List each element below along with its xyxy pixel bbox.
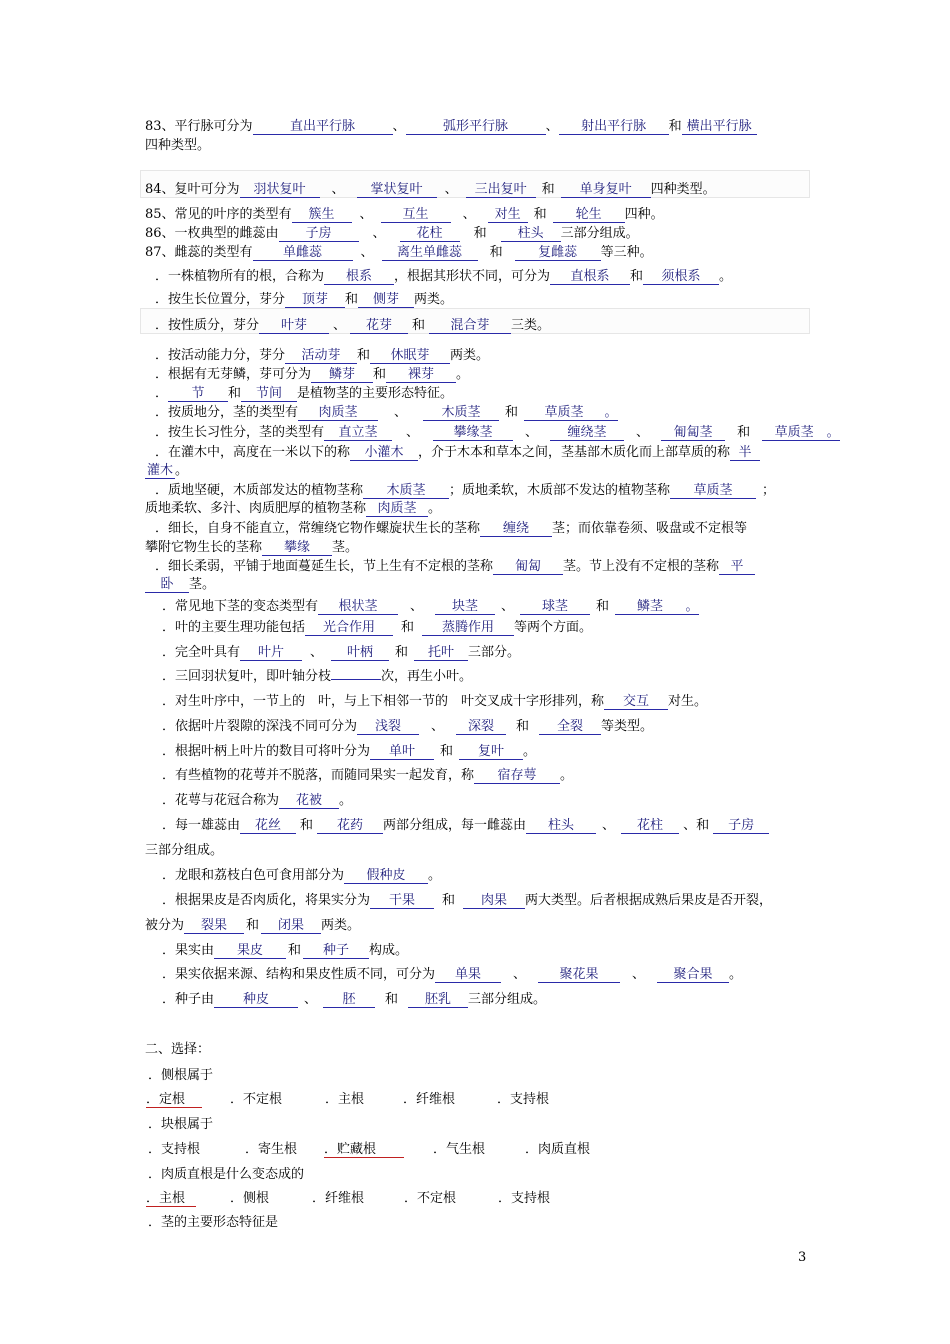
q109-sep-1: 和 <box>300 818 314 833</box>
q100-sep-2: 、 <box>501 599 515 614</box>
q83-answer-4: 横出平行脉 <box>682 119 757 135</box>
question-100 <box>162 599 699 615</box>
question-96-line2 <box>145 463 188 479</box>
q85-sep-1: 、 <box>359 207 373 222</box>
mc3-question: ．肉质直根是什么变态成的 <box>148 1167 305 1182</box>
q89-sep-1: 和 <box>345 292 359 307</box>
q102-answer-2: 叶柄 <box>331 645 389 661</box>
q90-answer-1: 叶芽 <box>259 318 329 334</box>
question-95 <box>155 425 840 441</box>
q85-sep-2: 、 <box>462 207 476 222</box>
q88-answer-2: 直根系 <box>550 269 630 285</box>
q96-answer-2-part1: 半 <box>730 445 760 461</box>
q113-answer-1: 单果 <box>435 967 501 983</box>
question-109 <box>162 818 769 834</box>
question-109-line2: 三部分组成。 <box>145 843 224 858</box>
q84-post: 四种类型。 <box>650 182 716 197</box>
q113-post: 。 <box>729 967 743 982</box>
q108-text: ．花萼与花冠合称为 <box>162 793 280 808</box>
q111-post: 两类。 <box>321 918 361 933</box>
q94-sep-2: 和 <box>505 405 519 420</box>
q109-sep-3: 、 <box>602 818 616 833</box>
q110-answer-1: 假种皮 <box>344 868 428 884</box>
q86-answer-3: 柱头 <box>501 226 561 242</box>
question-97-line2 <box>145 501 441 517</box>
q104-answer-1: 交互 <box>604 694 668 710</box>
q95-sep-2: 、 <box>525 425 539 440</box>
q85-answer-3: 对生 <box>488 207 528 223</box>
question-88 <box>155 269 732 285</box>
question-99 <box>155 559 755 575</box>
question-91 <box>155 348 489 364</box>
question-83 <box>145 119 757 135</box>
question-99-line2 <box>145 577 215 593</box>
q98-answer-2: 攀缘 <box>262 540 332 556</box>
q106-answer-2: 复叶 <box>459 744 523 760</box>
mc1-option-a-text: ．定根 <box>146 1092 202 1108</box>
q86-sep-2: 和 <box>473 226 487 241</box>
q85-text: 85、常见的叶序的类型有 <box>145 207 292 222</box>
q112-text: ．果实由 <box>162 943 215 958</box>
q105-post: 等类型。 <box>601 719 654 734</box>
q85-sep-3: 和 <box>533 207 547 222</box>
q84-sep-1: 、 <box>331 182 345 197</box>
q87-post: 等三种。 <box>600 245 653 260</box>
q96-post: 。 <box>175 463 189 478</box>
q88-post: 。 <box>719 269 733 284</box>
q87-answer-1: 单雌蕊 <box>253 245 353 261</box>
q104-post: 对生。 <box>668 694 708 709</box>
question-84 <box>145 182 716 198</box>
q105-answer-2: 深裂 <box>456 719 506 735</box>
q90-answer-3: 混合芽 <box>429 318 511 334</box>
q95-answer-2: 攀缘茎 <box>433 425 513 441</box>
question-113 <box>162 967 742 983</box>
q92-answer-1: 鳞芽 <box>311 367 373 383</box>
question-89 <box>155 292 453 308</box>
q99-answer-2-part1: 平 <box>719 559 755 575</box>
q99-mid: 茎。节上没有不定根的茎称 <box>563 559 720 574</box>
q102-post: 三部分。 <box>468 645 521 660</box>
q100-answer-2: 块茎 <box>435 599 495 615</box>
q94-answer-1: 肉质茎 <box>298 405 378 421</box>
q109-text: ．每一雄蕊由 <box>162 818 241 833</box>
question-90 <box>155 318 550 334</box>
q98-mid: 茎；而依靠卷须、吸盘或不定根等 <box>552 521 748 536</box>
q103-post: 次，再生小叶。 <box>381 669 473 684</box>
q83-text: 83、平行脉可分为 <box>145 119 253 134</box>
q98-answer-1: 缠绕 <box>480 521 552 537</box>
q109-sep-4: 、和 <box>683 818 710 833</box>
question-86 <box>145 226 639 242</box>
q91-post: 两类。 <box>450 348 490 363</box>
q106-sep-1: 和 <box>440 744 454 759</box>
q84-answer-1: 羽状复叶 <box>240 182 320 198</box>
q83-sep-1: 、 <box>392 119 406 134</box>
question-97 <box>155 483 775 499</box>
question-106 <box>162 744 536 760</box>
q92-text: ．根据有无芽鳞，芽可分为 <box>155 367 312 382</box>
q111-answer-1: 干果 <box>370 893 434 909</box>
q112-answer-2: 种子 <box>303 943 369 959</box>
q111-line2-text: 被分为 <box>145 918 185 933</box>
q113-text: ．果实依据来源、结构和果皮性质不同，可分为 <box>162 967 436 982</box>
question-98 <box>155 521 747 537</box>
q103-text: ．三回羽状复叶，即叶轴分枝 <box>162 669 332 684</box>
mc2-question: ．块根属于 <box>148 1117 214 1132</box>
q105-answer-3: 全裂 <box>539 719 601 735</box>
q94-text: ．按质地分，茎的类型有 <box>155 405 299 420</box>
q83-answer-1: 直出平行脉 <box>253 119 393 135</box>
q114-text: ．种子由 <box>162 992 215 1007</box>
mc1-option-c: ．主根 <box>325 1092 365 1107</box>
q108-post: 。 <box>339 793 353 808</box>
q88-mid: ，根据其形状不同，可分为 <box>394 269 551 284</box>
q105-sep-1: 、 <box>431 719 445 734</box>
mc2-option-c-selected <box>324 1142 404 1158</box>
q101-answer-1: 光合作用 <box>305 620 393 636</box>
q84-answer-4: 单身复叶 <box>561 182 651 198</box>
q113-answer-3: 聚合果 <box>657 967 729 983</box>
q85-answer-4: 轮生 <box>553 207 625 223</box>
q85-answer-2: 互生 <box>381 207 451 223</box>
q111-answer-3: 裂果 <box>184 918 244 934</box>
q84-answer-3: 三出复叶 <box>466 182 536 198</box>
question-104 <box>162 694 707 710</box>
q109-mid: 两部分组成，每一雌蕊由 <box>383 818 527 833</box>
q96-mid: ，介于木本和草本之间，茎基部木质化而上部草质的称 <box>418 445 731 460</box>
question-85 <box>145 207 664 223</box>
q109-answer-2: 花药 <box>317 818 383 834</box>
question-108 <box>162 793 352 809</box>
question-96 <box>155 445 760 461</box>
q87-sep-2: 和 <box>489 245 503 260</box>
q96-answer-1: 小灌木 <box>350 445 418 461</box>
q93-answer-1: 节 <box>168 386 228 402</box>
q101-post: 等两个方面。 <box>514 620 593 635</box>
q91-sep-1: 和 <box>357 348 371 363</box>
q92-sep-1: 和 <box>373 367 387 382</box>
q90-sep-1: 、 <box>333 318 347 333</box>
q90-text: ．按性质分，芽分 <box>155 318 260 333</box>
q95-answer-5: 草质茎 <box>762 425 826 441</box>
mc3-option-b: ．侧根 <box>230 1191 270 1206</box>
q93-answer-2: 节间 <box>241 386 297 402</box>
q100-sep-1: 、 <box>410 599 424 614</box>
q114-sep-1: 、 <box>304 992 318 1007</box>
mc3-option-a-text: ．主根 <box>146 1191 196 1207</box>
q110-text: ．龙眼和荔枝白色可食用部分为 <box>162 868 345 883</box>
mc1-option-e: ．支持根 <box>497 1092 550 1107</box>
q105-text: ．依据叶片裂隙的深浅不同可分为 <box>162 719 358 734</box>
q111-answer-2: 肉果 <box>463 893 525 909</box>
mc2-option-c-text: ．贮藏根 <box>324 1142 404 1158</box>
q95-answer-4: 匍匐茎 <box>661 425 725 441</box>
q92-answer-2: 裸芽 <box>386 367 456 383</box>
question-112 <box>162 943 408 959</box>
q113-sep-2: 、 <box>632 967 646 982</box>
q91-answer-2: 休眠芽 <box>370 348 450 364</box>
q97-answer-3: 肉质茎 <box>366 501 428 517</box>
q94-answer-2: 木质茎 <box>423 405 499 421</box>
q99-answer-2-part2: 卧 <box>145 577 189 593</box>
question-98-line2 <box>145 540 358 556</box>
q87-sep-1: 、 <box>360 245 374 260</box>
mc3-option-c: ．纤维根 <box>312 1191 365 1206</box>
q101-answer-2: 蒸腾作用 <box>422 620 514 636</box>
q98-post: 茎。 <box>332 540 359 555</box>
q88-text: ．一株植物所有的根，合称为 <box>155 269 325 284</box>
question-110 <box>162 868 441 884</box>
q89-text: ．按生长位置分，芽分 <box>155 292 286 307</box>
q86-text: 86、一枚典型的雌蕊由 <box>145 226 279 241</box>
q100-answer-3: 球茎 <box>520 599 590 615</box>
q109-answer-5: 子房 <box>713 818 769 834</box>
q84-sep-3: 和 <box>541 182 555 197</box>
q83-tail: 四种类型。 <box>145 138 211 153</box>
q94-post: 。 <box>604 405 618 420</box>
question-94 <box>155 405 618 421</box>
q95-sep-3: 、 <box>636 425 650 440</box>
q102-text: ．完全叶具有 <box>162 645 241 660</box>
q88-answer-1: 根系 <box>324 269 394 285</box>
q87-text: 87、雌蕊的类型有 <box>145 245 253 260</box>
q88-sep-2: 和 <box>630 269 644 284</box>
q107-answer-1: 宿存萼 <box>474 768 560 784</box>
q87-answer-2: 离生单雌蕊 <box>382 245 478 261</box>
q83-answer-2: 弧形平行脉 <box>406 119 546 135</box>
question-93 <box>155 386 453 402</box>
q103-answer-1 <box>331 679 381 680</box>
q108-answer-1: 花被 <box>279 793 339 809</box>
q93-post: 是植物茎的主要形态特征。 <box>297 386 454 401</box>
q86-answer-2: 花柱 <box>400 226 460 242</box>
q100-text: ．常见地下茎的变态类型有 <box>162 599 319 614</box>
mc2-option-d: ．气生根 <box>433 1142 486 1157</box>
q100-answer-1: 根状茎 <box>318 599 398 615</box>
q97-line2-text: 质地柔软、多汁、肉质肥厚的植物茎称 <box>145 501 367 516</box>
q95-text: ．按生长习性分，茎的类型有 <box>155 425 325 440</box>
question-111-line2 <box>145 918 360 934</box>
q95-post: 。 <box>826 425 840 440</box>
mc2-option-a: ．支持根 <box>148 1142 201 1157</box>
mc3-option-d: ．不定根 <box>404 1191 457 1206</box>
q97-answer-1: 木质茎 <box>363 483 449 499</box>
mc2-option-b: ．寄生根 <box>245 1142 298 1157</box>
q96-text: ．在灌木中，高度在一米以下的称 <box>155 445 351 460</box>
q89-answer-1: 顶芽 <box>285 292 345 308</box>
question-107 <box>162 768 573 784</box>
q106-answer-1: 单叶 <box>370 744 434 760</box>
q113-sep-1: 、 <box>513 967 527 982</box>
q89-post: 两类。 <box>414 292 454 307</box>
question-105 <box>162 719 653 735</box>
q102-answer-3: 托叶 <box>414 645 468 661</box>
q109-answer-3: 柱头 <box>526 818 596 834</box>
q91-answer-1: 活动芽 <box>285 348 357 364</box>
mc4-question: ．茎的主要形态特征是 <box>148 1215 279 1230</box>
q100-answer-4: 鳞茎 <box>615 599 685 615</box>
q93-text: ． <box>155 386 169 401</box>
q83-sep-2: 、 <box>545 119 559 134</box>
q97-mid: ；质地柔软，木质部不发达的植物茎称 <box>449 483 671 498</box>
q112-answer-1: 果皮 <box>214 943 286 959</box>
q105-sep-2: 和 <box>516 719 530 734</box>
q83-answer-3: 射出平行脉 <box>559 119 669 135</box>
q98-line2-text: 攀附它物生长的茎称 <box>145 540 263 555</box>
q106-text: ．根据叶柄上叶片的数目可将叶分为 <box>162 744 371 759</box>
q84-text: 84、复叶可分为 <box>145 182 240 197</box>
page-number: 3 <box>798 1250 807 1265</box>
q112-post: 构成。 <box>369 943 409 958</box>
q107-text: ．有些植物的花萼并不脱落，而随同果实一起发育，称 <box>162 768 475 783</box>
mc1-option-d: ．纤维根 <box>403 1092 456 1107</box>
q106-post: 。 <box>523 744 537 759</box>
question-102 <box>162 645 520 661</box>
q109-answer-1: 花丝 <box>240 818 296 834</box>
q102-answer-1: 叶片 <box>240 645 302 661</box>
q84-sep-2: 、 <box>444 182 458 197</box>
q91-text: ．按活动能力分，芽分 <box>155 348 286 363</box>
q111-answer-4: 闭果 <box>261 918 321 934</box>
q86-sep-1: 、 <box>372 226 386 241</box>
q99-text: ．细长柔弱，平铺于地面蔓延生长，节上生有不定根的茎称 <box>155 559 494 574</box>
q111-mid: 两大类型。后者根据成熟后果皮是否开裂， <box>525 893 773 908</box>
mc2-option-e: ．肉质直根 <box>525 1142 591 1157</box>
q110-post: 。 <box>428 868 442 883</box>
mc3-option-e: ．支持根 <box>498 1191 551 1206</box>
q86-post: 三部分组成。 <box>560 226 639 241</box>
question-114 <box>162 992 546 1008</box>
q95-answer-1: 直立茎 <box>324 425 392 441</box>
q97-post: 。 <box>428 501 442 516</box>
q92-post: 。 <box>456 367 470 382</box>
q107-post: 。 <box>560 768 574 783</box>
q109-answer-4: 花柱 <box>621 818 679 834</box>
q83-sep-3: 和 <box>668 119 682 134</box>
q114-post: 三部分组成。 <box>468 992 547 1007</box>
question-87 <box>145 245 653 261</box>
q111-sep-3: 和 <box>246 918 260 933</box>
q99-post: 茎。 <box>189 577 216 592</box>
q85-answer-1: 簇生 <box>292 207 352 223</box>
q112-sep-1: 和 <box>288 943 302 958</box>
mc1-question: ．侧根属于 <box>148 1068 214 1083</box>
mc3-option-a-selected <box>146 1191 196 1207</box>
q114-answer-2: 胚 <box>323 992 375 1008</box>
question-101 <box>162 620 592 636</box>
question-111 <box>162 893 772 909</box>
q99-answer-1: 匍匐 <box>493 559 563 575</box>
mc1-option-a-selected <box>146 1092 202 1108</box>
q97-text: ．质地坚硬，木质部发达的植物茎称 <box>155 483 364 498</box>
question-92 <box>155 367 469 383</box>
q88-answer-3: 须根系 <box>643 269 719 285</box>
section-heading-choice: 二、选择： <box>145 1042 211 1057</box>
q100-post: 。 <box>685 599 699 614</box>
q114-answer-1: 种皮 <box>214 992 298 1008</box>
mc1-option-b: ．不定根 <box>230 1092 283 1107</box>
q94-answer-3: 草质茎 <box>524 405 604 421</box>
q96-answer-2-part2: 灌木 <box>146 463 173 478</box>
q87-answer-3: 复雌蕊 <box>515 245 601 261</box>
q93-sep-1: 和 <box>228 386 242 401</box>
q104-text: ．对生叶序中，一节上的 叶，与上下相邻一节的 叶交叉成十字形排列，称 <box>162 694 605 709</box>
q94-sep-1: 、 <box>394 405 408 420</box>
q90-sep-2: 和 <box>412 318 426 333</box>
q95-sep-4: 和 <box>737 425 751 440</box>
q114-sep-2: 和 <box>385 992 399 1007</box>
q102-sep-2: 和 <box>395 645 409 660</box>
q101-sep-1: 和 <box>401 620 415 635</box>
q114-answer-3: 胚乳 <box>408 992 468 1008</box>
q97-answer-2: 草质茎 <box>670 483 756 499</box>
q95-answer-3: 缠绕茎 <box>550 425 624 441</box>
q85-post: 四种。 <box>624 207 664 222</box>
q97-mid2: ； <box>762 483 776 498</box>
q98-text: ．细长，自身不能直立，常缠绕它物作螺旋状生长的茎称 <box>155 521 481 536</box>
q105-answer-1: 浅裂 <box>357 719 419 735</box>
q100-sep-3: 和 <box>596 599 610 614</box>
q111-text: ．根据果皮是否肉质化，将果实分为 <box>162 893 371 908</box>
q90-post: 三类。 <box>511 318 551 333</box>
q84-answer-2: 掌状复叶 <box>357 182 437 198</box>
q90-answer-2: 花芽 <box>350 318 408 334</box>
q113-answer-2: 聚花果 <box>538 967 620 983</box>
q111-sep-1: 和 <box>442 893 456 908</box>
q101-text: ．叶的主要生理功能包括 <box>162 620 306 635</box>
q89-answer-2: 侧芽 <box>358 292 414 308</box>
question-103 <box>162 669 472 685</box>
q86-answer-1: 子房 <box>279 226 359 242</box>
q102-sep-1: 、 <box>310 645 324 660</box>
q95-sep-1: 、 <box>406 425 420 440</box>
